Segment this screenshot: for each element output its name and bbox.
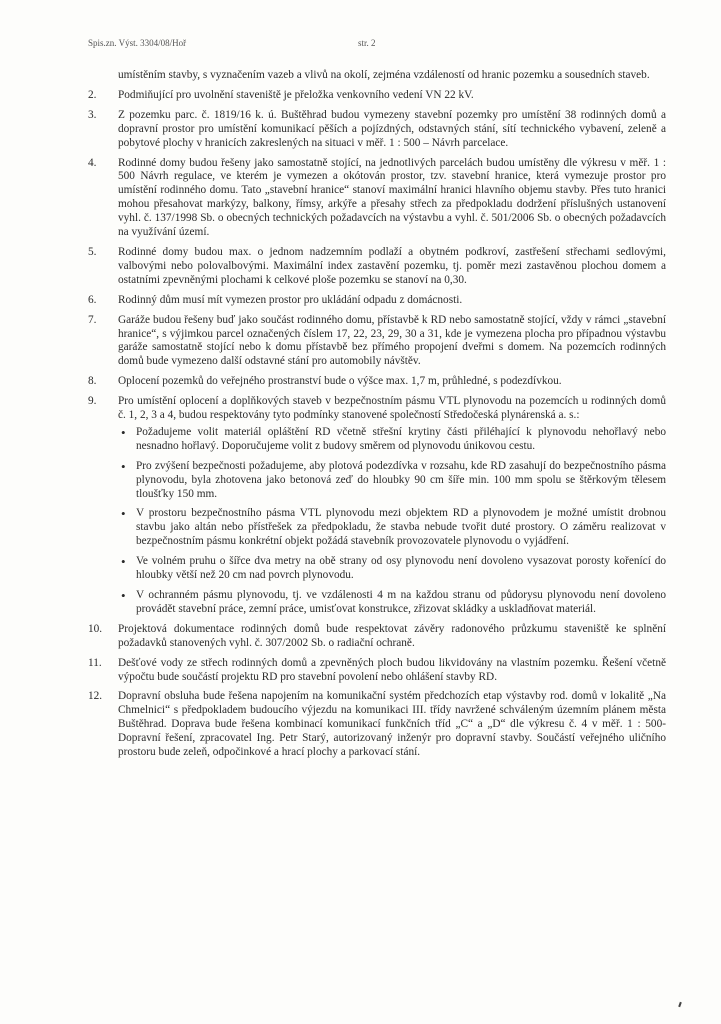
item-text: Podmiňující pro uvolnění staveniště je přeložka venkovního vedení VN 22 kV. [118,88,474,101]
bullet-item: • Pro zvýšení bezpečnosti požadujeme, aby plotová podezdívka v rozsahu, kde RD zasahují do bezpečnostního pásma plynovodu, byla zhotovena jako betonová zeď do hloubky 90 cm šíře min. 100 mm spolu se štěrkovým tělesem tloušťky 150 mm. [118,460,666,502]
bullet-item: • V prostoru bezpečnostního pásma VTL plynovodu mezi objektem RD a plynovodem je možné umístit drobnou stavbu jako altán nebo přístřešek za předpokladu, že stavba nebude tvořit duté prostory. O záměru realizovat v bezpečnostním pásmu konkrétní objekt požádá stavebník provozovatele plynovodu o vyjádření. [118,507,666,549]
item-text: Dopravní obsluha bude řešena napojením na komunikační systém předchozích etap výstavby rod. domů v lokalitě „Na Chmelnici“ s předpokladem budoucího výjezdu na komunikaci III. třídy navržené schváleným územním plánem města Buštěhrad. Doprava bude řešena kombinací komunikací funkčních tříd „C“ a „D“ dle výkresu č. 4 v měř. 1 : 500-Dopravní řešení, zpracovatel Ing. Petr Starý, autorizovaný inženýr pro dopravní stavby. Součástí veřejného uličního prostoru bude zeleň, odpočinkové a hrací plochy a parkovací stání. [118,690,666,759]
item-number: 5. [88,245,97,258]
item-text: Projektová dokumentace rodinných domů bude respektovat závěry radonového průzkumu staveniště ke splnění požadavků stanovených vyhl. č. 307/2002 Sb. o radiační ochraně. [118,622,666,649]
item-number: 3. [88,108,97,121]
item-number: 2. [88,88,97,101]
item-number: 6. [88,293,97,306]
item-number: 8. [88,375,97,388]
bullet-item: • Požadujeme volit materiál opláštění RD včetně střešní krytiny části přiléhající k plynovodu nehořlavý nebo nesnadno hořlavý. Doporučujeme volit z budovy směrem od plynovodu únikovou cestu. [118,426,666,454]
page-header [88,38,661,52]
list-item-9 [88,395,666,617]
list-item-6 [88,294,666,308]
item-text: Rodinné domy budou max. o jednom nadzemním podlaží a obytném podkroví, zastřešení střechami sedlovými, valbovými nebo polovalbovými. Maximální index zastavění pozemku, tj. poměr mezi zastavěnou plochou domem a ostatními zpevněnými plochami k celkové ploše pozemku se stanoví na 0,30. [118,245,666,286]
document-body [88,69,666,766]
page-number: str. 2 [358,38,376,48]
list-item-4 [88,157,666,240]
list-item-5 [88,246,666,288]
item-number: 4. [88,156,97,169]
item-number: 10. [88,622,103,635]
gas-conditions-list [118,426,666,617]
item-number: 12. [88,690,103,703]
list-item-8 [88,375,666,389]
list-item-1-continued [88,69,666,83]
item-number: 7. [88,313,97,326]
file-reference: Spis.zn. Výst. 3304/08/Hoř [88,38,187,48]
item-number: 11. [88,656,102,669]
item-number: 9. [88,395,97,408]
item-text: Rodinný dům musí mít vymezen prostor pro ukládání odpadu z domácnosti. [118,293,463,306]
bullet-item: • Ve volném pruhu o šířce dva metry na obě strany od osy plynovodu není dovoleno vysazovat porosty kořenící do hloubky větší než 20 cm nad povrch plynovodu. [118,555,666,583]
item-intro-text: Pro umístění oplocení a doplňkových staveb v bezpečnostním pásmu VTL plynovodu na pozemcích u rodinných domů č. 1, 2, 3 a 4, budou respektovány tyto podmínky stanovené společností Středočeská plynárenská a. s.: [118,395,666,422]
list-item-7 [88,314,666,370]
item-text: umístěním stavby, s vyznačením vazeb a vlivů na okolí, zejména vzdáleností od hranic pozemku a sousedních staveb. [118,69,650,81]
scan-mark [678,1002,682,1007]
list-item-3 [88,109,666,151]
item-text: Z pozemku parc. č. 1819/16 k. ú. Buštěhrad budou vymezeny stavební pozemky pro umístění 38 rodinných domů a dopravní prostor pro umístění komunikací pěších a pojízdných, odstavných stání, sítí technického vybavení, zeleně a pobytové plochy v hranicích zakreslených na situaci v měř. 1 : 500 – Návrh parcelace. [118,108,666,149]
item-text: Oplocení pozemků do veřejného prostranství bude o výšce max. 1,7 m, průhledné, s podezdívkou. [118,375,562,388]
item-text: Dešťové vody ze střech rodinných domů a zpevněných ploch budou likvidovány na vlastním pozemku. Řešení včetně výpočtu bude součástí projektu RD pro stavební povolení nebo ohlášení stavby RD. [118,656,666,683]
bullet-item: • V ochranném pásmu plynovodu, tj. ve vzdálenosti 4 m na každou stranu od půdorysu plynovodu není dovoleno provádět stavební práce, zemní práce, umisťovat konstrukce, zřizovat skládky a uskladňovat materiál. [118,589,666,617]
item-text: Rodinné domy budou řešeny jako samostatně stojící, na jednotlivých parcelách budou umístěny dle výkresu v měř. 1 : 500 Návrh regulace, ve kterém je vymezen a okótován prostor, tzv. stavební hranice, která vymezuje prostor pro umístění rodinného domu. Tato „stavební hranice“ stanoví maximální hranici hlavního objemu stavby. Přes tuto hranici mohou přesahovat markýzy, balkony, římsy, arkýře a přesahy střech za předpokladu dodržení příslušných ustanovení vyhl. č. 137/1998 Sb. o obecných technických požadavcích na výstavbu a vyhl. č. 501/2006 Sb. o obecných požadavcích na využívání území. [118,156,666,239]
list-item-2 [88,89,666,103]
list-item-12 [88,690,666,760]
list-item-11 [88,657,666,685]
item-text: Garáže budou řešeny buď jako součást rodinného domu, přístavbě k RD nebo samostatně stojící, vždy v rámci „stavební hranice“, s výjimkou parcel označených číslem 17, 22, 23, 29, 30 a 31, kde je vymezena plocha pro případnou výstavbu garáže samostatně stojící nebo k domu přístavbě bez přímého propojení dveřmi s domem. Na pozemcích rodinných domů bude vymezeno další odstavné stání pro automobily návštěv. [118,313,666,368]
list-item-10 [88,623,666,651]
